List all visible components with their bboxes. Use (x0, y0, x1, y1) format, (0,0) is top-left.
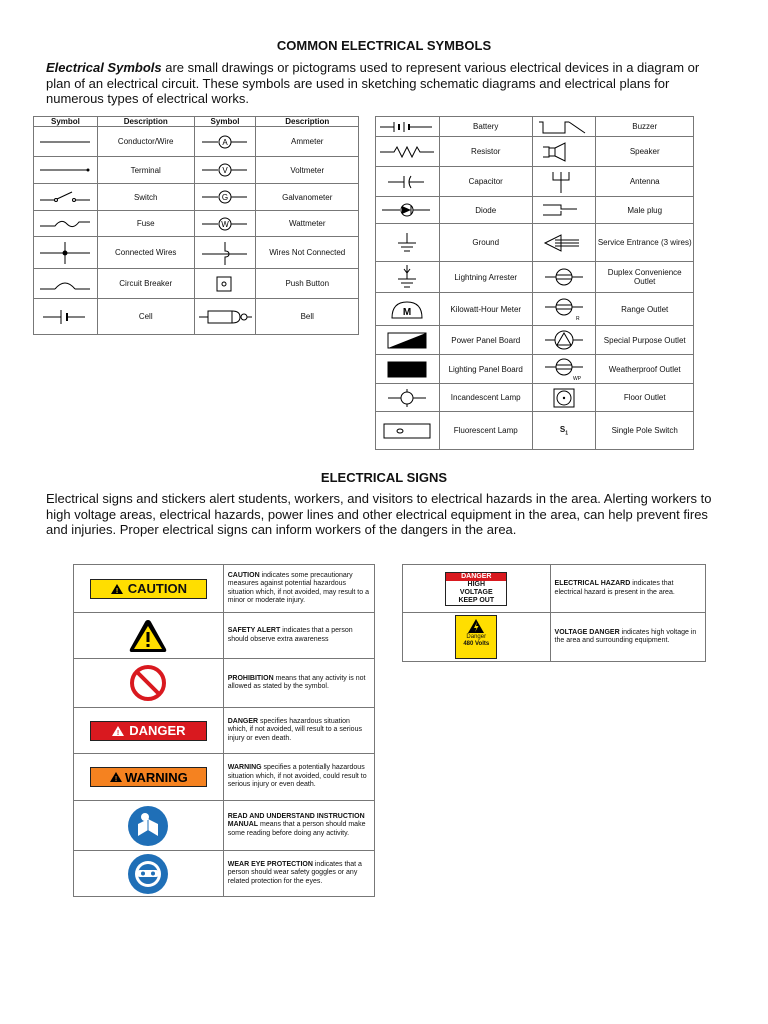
symbol-description: Weatherproof Outlet (596, 355, 694, 384)
section-title: ELECTRICAL SIGNS (320, 470, 448, 485)
svg-text:!: ! (114, 776, 118, 783)
symbol-description: Connected Wires (97, 237, 194, 269)
svg-text:!: ! (115, 587, 118, 595)
voltage-danger-label (455, 615, 497, 659)
symbol-description: Wires Not Connected (256, 237, 359, 269)
symbol-description: Ground (439, 224, 532, 262)
table-row (34, 211, 359, 237)
bell-symbol (194, 299, 256, 335)
sign-explanation: PROHIBITION means that any activity is not allowed as stated by the symbol. (223, 659, 374, 708)
table-row (34, 127, 359, 157)
table-row (34, 299, 359, 335)
sign-explanation: WARNING specifies a potentially hazardous situation which, if not avoided, could result to serious injury or even death. (223, 754, 374, 801)
symbol-description: Wattmeter (256, 211, 359, 237)
sign-line: HIGH (467, 580, 486, 588)
symbol-description: Switch (97, 184, 194, 211)
resistor-symbol (376, 137, 440, 167)
table-row (34, 157, 359, 184)
ammeter-symbol (194, 127, 256, 157)
symbol-description: Speaker (596, 137, 694, 167)
sign-line: Danger (466, 634, 487, 640)
safety-alert-icon (74, 613, 224, 659)
table-row (376, 167, 694, 197)
symbol-description: Kilowatt-Hour Meter (439, 293, 532, 326)
meter-letter: V (222, 166, 228, 175)
symbol-description: Resistor (439, 137, 532, 167)
switch-letter: S (559, 424, 566, 434)
wires-not-connected-symbol (194, 237, 256, 269)
symbols-table-right (375, 116, 694, 450)
column-header: Symbol (34, 117, 98, 127)
capacitor-symbol (376, 167, 440, 197)
fluorescent-lamp-symbol (376, 412, 440, 450)
wattmeter-symbol (194, 211, 256, 237)
antenna-symbol (532, 167, 596, 197)
table-row (376, 384, 694, 412)
symbol-description: Voltmeter (256, 157, 359, 184)
symbol-description: Lightning Arrester (439, 262, 532, 293)
signs-table-left (73, 564, 375, 897)
table-row (34, 269, 359, 299)
switch-subscript: 1 (565, 430, 569, 437)
symbol-description: Capacitor (439, 167, 532, 197)
symbol-description: Incandescent Lamp (439, 384, 532, 412)
table-row (74, 801, 375, 851)
switch-symbol (34, 184, 98, 211)
table-row (74, 851, 375, 897)
circuit-breaker-symbol (34, 269, 98, 299)
symbol-description: Fluorescent Lamp (439, 412, 532, 450)
meter-letter: A (222, 137, 228, 147)
floor-outlet-symbol (532, 384, 596, 412)
terminal-symbol (34, 157, 98, 184)
outlet-letter: R (575, 316, 580, 322)
weatherproof-outlet-symbol (532, 355, 596, 384)
symbol-description: Ammeter (256, 127, 359, 157)
range-outlet-symbol (532, 293, 596, 326)
sign-line: VOLTAGE (459, 588, 493, 596)
column-header: Symbol (194, 117, 256, 127)
symbol-description: Terminal (97, 157, 194, 184)
symbol-description: Male plug (596, 197, 694, 224)
warning-sign-text: WARNING (124, 769, 188, 785)
power-panel-board-symbol (376, 326, 440, 355)
symbol-description: Antenna (596, 167, 694, 197)
symbol-description: Single Pole Switch (596, 412, 694, 450)
column-header: Description (97, 117, 194, 127)
table-row (376, 262, 694, 293)
symbol-description: Bell (256, 299, 359, 335)
battery-symbol (376, 117, 440, 137)
table-row (74, 565, 375, 613)
sign-explanation: WEAR EYE PROTECTION indicates that a person should wear safety goggles or any related protection for the eyes. (223, 851, 374, 897)
diode-symbol (376, 197, 440, 224)
high-voltage-label (445, 572, 507, 606)
danger-label (90, 721, 207, 741)
kilowatt-hour-meter-symbol (376, 293, 440, 326)
table-row (376, 224, 694, 262)
duplex-outlet-symbol (532, 262, 596, 293)
caution-label (90, 579, 207, 599)
table-row (376, 412, 694, 450)
warning-sign (74, 754, 224, 801)
service-entrance-symbol (532, 224, 596, 262)
danger-header: DANGER (446, 573, 506, 581)
table-row (376, 197, 694, 224)
prohibition-icon (74, 659, 224, 708)
symbol-description: Duplex Convenience Outlet (596, 262, 694, 293)
symbols-table-left (33, 116, 359, 335)
symbol-description: Push Button (256, 269, 359, 299)
high-voltage-sign (403, 565, 551, 613)
voltmeter-symbol (194, 157, 256, 184)
intro-term: Electrical Symbols (46, 60, 162, 75)
symbol-description: Cell (97, 299, 194, 335)
connected-wires-symbol (34, 237, 98, 269)
symbol-description: Circuit Breaker (97, 269, 194, 299)
page-title: COMMON ELECTRICAL SYMBOLS (276, 38, 492, 53)
meter-letter: G (221, 193, 229, 202)
intro-text: are small drawings or pictograms used to represent various electrical devices in a diagram or plan of an electrical circuit. These symbols are used in sketching schematic diagrams and electrical plans for numerous types of electrical works. (46, 60, 700, 106)
symbol-description: Galvanometer (256, 184, 359, 211)
symbol-description: Range Outlet (596, 293, 694, 326)
column-header: Description (256, 117, 359, 127)
table-row (74, 754, 375, 801)
eye-protection-icon (74, 851, 224, 897)
sign-line: KEEP OUT (458, 596, 495, 604)
lighting-panel-board-symbol (376, 355, 440, 384)
table-row (74, 659, 375, 708)
table-row (34, 237, 359, 269)
table-row (74, 613, 375, 659)
symbol-description: Diode (439, 197, 532, 224)
conductor-wire-symbol (34, 127, 98, 157)
symbol-description: Battery (439, 117, 532, 137)
ground-symbol (376, 224, 440, 262)
signs-table-right (402, 564, 706, 662)
symbol-description: Special Purpose Outlet (596, 326, 694, 355)
symbol-description: Floor Outlet (596, 384, 694, 412)
cell-symbol (34, 299, 98, 335)
table-row (34, 184, 359, 211)
single-pole-switch-symbol (532, 412, 596, 450)
voltage-danger-sign (403, 613, 551, 662)
warning-label (90, 767, 207, 787)
fuse-symbol (34, 211, 98, 237)
speaker-symbol (532, 137, 596, 167)
sign-line: 480 Volts (463, 641, 490, 647)
table-row (376, 137, 694, 167)
sign-explanation: DANGER specifies hazardous situation which, if not avoided, will result to a serious injury or even death. (223, 708, 374, 754)
incandescent-lamp-symbol (376, 384, 440, 412)
push-button-symbol (194, 269, 256, 299)
symbol-description: Buzzer (596, 117, 694, 137)
table-row (376, 293, 694, 326)
caution-sign-text: CAUTION (127, 581, 187, 596)
table-row (403, 613, 706, 662)
table-row (74, 708, 375, 754)
sign-explanation: SAFETY ALERT indicates that a person should observe extra awareness (223, 613, 374, 659)
sign-explanation: VOLTAGE DANGER indicates high voltage in the area and surrounding equipment. (550, 613, 705, 662)
intro-paragraph (46, 60, 726, 107)
sign-explanation: CAUTION indicates some precautionary measures against potential hazardous situation which, if not avoided, may result to a minor or moderate injury. (223, 565, 374, 613)
table-row (376, 117, 694, 137)
symbol-description: Fuse (97, 211, 194, 237)
symbol-description: Conductor/Wire (97, 127, 194, 157)
caution-sign (74, 565, 224, 613)
danger-sign-text: DANGER (129, 723, 186, 738)
table-row (403, 565, 706, 613)
meter-letter: W (221, 219, 229, 229)
symbol-description: Service Entrance (3 wires) (596, 224, 694, 262)
table-header-row (34, 117, 359, 127)
special-purpose-outlet-symbol (532, 326, 596, 355)
table-row (376, 355, 694, 384)
svg-text:!: ! (117, 729, 120, 737)
read-manual-icon (74, 801, 224, 851)
signs-intro-paragraph: Electrical signs and stickers alert students, workers, and visitors to electrical hazards in the area. Alerting workers to high voltage areas, electrical hazards, power lines and other electrical equipment in the area, can help prevent fires and injuries. Proper electrical signs can inform workers of the dangers in the area. (46, 491, 712, 537)
table-row (376, 326, 694, 355)
male-plug-symbol (532, 197, 596, 224)
buzzer-symbol (532, 117, 596, 137)
symbol-description: Power Panel Board (439, 326, 532, 355)
galvanometer-symbol (194, 184, 256, 211)
meter-letter: M (403, 307, 412, 318)
lightning-arrester-symbol (376, 262, 440, 293)
danger-sign (74, 708, 224, 754)
symbol-description: Lighting Panel Board (439, 355, 532, 384)
sign-explanation: READ AND UNDERSTAND INSTRUCTION MANUAL means that a person should make some reading before doing any activity. (223, 801, 374, 851)
sign-explanation: ELECTRICAL HAZARD indicates that electrical hazard is present in the area. (550, 565, 705, 613)
outlet-letter: WP (572, 376, 582, 382)
